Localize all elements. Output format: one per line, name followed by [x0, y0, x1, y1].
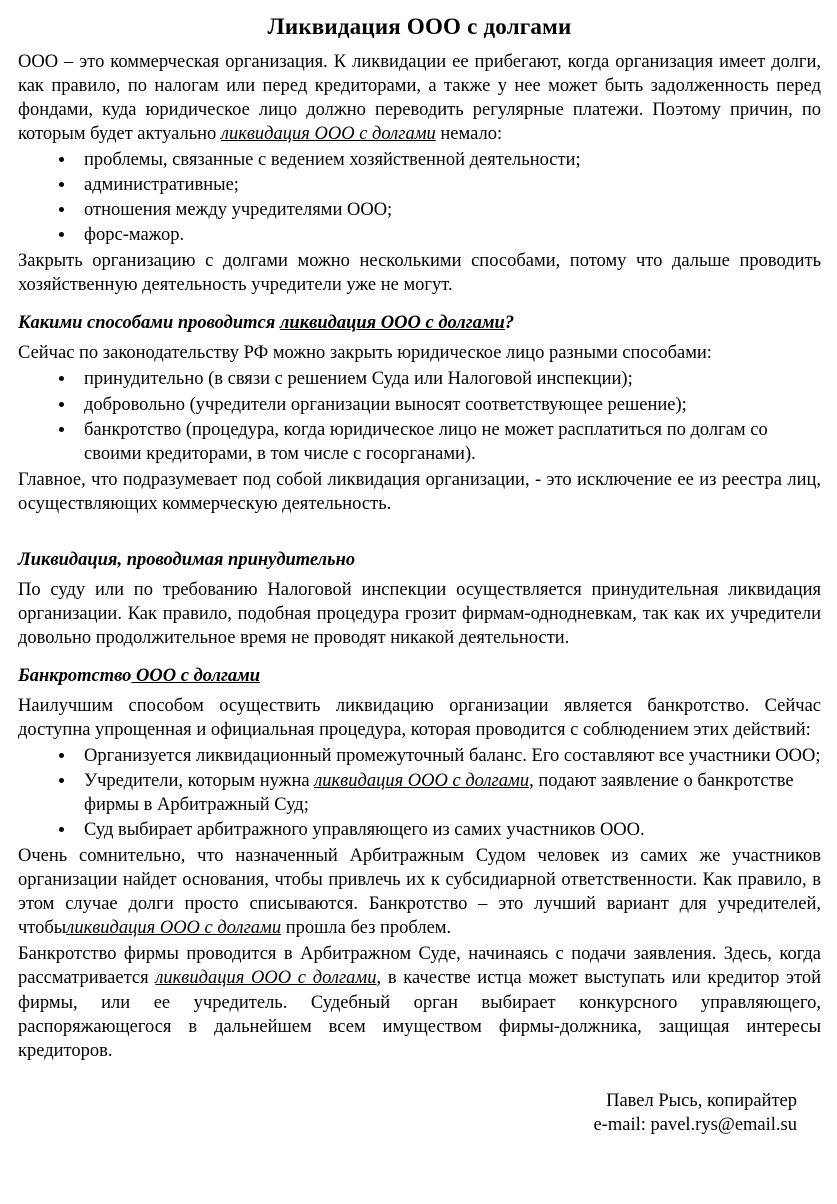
list-item: • Организуется ликвидационный промежуточный баланс. Его составляют все участники ООО; — [76, 744, 821, 768]
list-item: • принудительно (в связи с решением Суда или Налоговой инспекции); — [76, 367, 821, 391]
intro-bullet-list — [18, 148, 821, 247]
bankruptcy-paragraph-2 — [18, 942, 821, 1062]
section-heading-forced: Ликвидация, проводимая принудительно — [18, 549, 356, 570]
list-item: • добровольно (учредители организации выносят соответствующее решение); — [76, 393, 821, 417]
list-item-text-part2: , подают заявление о банкротстве фирмы в Арбитражный Суд; — [84, 771, 794, 816]
page-title: Ликвидация ООО с долгами — [267, 14, 572, 39]
after-intro-paragraph: Закрыть организацию с долгами можно несколькими способами, потому что дальше проводить хозяйственную деятельность учредители уже не могут. — [18, 251, 821, 296]
paragraph-text-part2: прошла без проблем. — [281, 918, 452, 939]
list-item: • административные; — [76, 173, 821, 197]
bankruptcy-bullet-list — [18, 744, 821, 842]
list-item: • форс-мажор. — [76, 223, 821, 247]
section-heading-methods — [18, 311, 821, 335]
methods-closing-paragraph: Главное, что подразумевает под собой ликвидация организации, - это исключение ее из реестра лиц, осуществляющих коммерческую деятельность. — [18, 469, 821, 514]
intro-text-part1: ООО – это коммерческая организация. К ликвидации ее прибегают, когда организация имеет долги, как правило, по налогам или перед кредиторами, а также у нее может быть задолженность перед фондами, куда юридическое лицо должно переводить регулярные платежи. Поэтому причин, по которым будет актуально — [18, 51, 821, 145]
bankruptcy-paragraph-1 — [18, 844, 821, 940]
section-heading-bankruptcy — [18, 664, 821, 688]
intro-text-part2: немало: — [435, 124, 503, 145]
keyword-link[interactable]: ликвидация ООО с долгами — [155, 968, 377, 989]
list-item: • отношения между учредителями ООО; — [76, 198, 821, 222]
keyword-link[interactable]: ликвидация ООО с долгами — [220, 124, 436, 145]
keyword-link[interactable]: ликвидация ООО с долгами — [314, 771, 530, 792]
signature-block — [18, 1089, 821, 1138]
list-item: • банкротство (процедура, когда юридическое лицо не может расплатиться по долгам со своими кредиторами, в том числе с госорганами). — [76, 418, 821, 466]
forced-body-paragraph: По суду или по требованию Налоговой инспекции осуществляется принудительная ликвидация организации. Как правило, подобная процедура грозит фирмам-однодневкам, так как их учредители довольно продолжительное время не проводят никакой деятельности. — [18, 579, 821, 648]
list-item: • Суд выбирает арбитражного управляющего из самих участников ООО. — [76, 818, 821, 842]
heading-text-part2: ? — [504, 313, 515, 334]
paragraph-text-part2: , в качестве истца может выступать или кредитор этой фирмы, или ее учредитель. Судебный орган выбирает конкурсного управляющего, распоряжающегося в дальнейшем всем имуществом фирмы-должника, защищая интересы кредиторов. — [18, 968, 821, 1061]
list-item — [76, 769, 821, 817]
heading-text-part1: Какими способами проводится — [18, 313, 280, 334]
methods-lead-paragraph: Сейчас по законодательству РФ можно закрыть юридическое лицо разными способами: — [18, 343, 712, 364]
author-name: Павел Рысь, копирайтер — [606, 1090, 797, 1111]
list-item-text-part1: Учредители, которым нужна — [84, 771, 315, 792]
paragraph-text-part1: Очень сомнительно, что назначенный Арбитражным Судом человек из самих же участников организации найдет основания, чтобы привлечь их к субсидиарной ответственности. Как правило, в этом случае долги просто списываются. Банкротство – это лучший вариант для учредителей, чтобы — [18, 846, 821, 939]
section-spacer — [18, 518, 821, 534]
intro-paragraph — [18, 50, 821, 146]
paragraph-text-part1: Банкротство фирмы проводится в Арбитражном Суде, начинаясь с подачи заявления. Здесь, когда рассматривается — [18, 944, 821, 989]
author-email[interactable]: e-mail: pavel.rys@email.su — [593, 1115, 797, 1136]
heading-keyword[interactable]: ликвидация ООО с долгами — [279, 313, 505, 334]
heading-underlined-part[interactable]: ООО с долгами — [131, 665, 261, 686]
list-item: • проблемы, связанные с ведением хозяйственной деятельности; — [76, 148, 821, 172]
keyword-link[interactable]: ликвидация ООО с долгами — [66, 918, 282, 939]
methods-bullet-list — [18, 367, 821, 465]
bankruptcy-lead-paragraph: Наилучшим способом осуществить ликвидацию организации является банкротство. Сейчас доступна упрощенная и официальная процедура, которая проводится с соблюдением этих действий: — [18, 695, 821, 741]
heading-text-part1: Банкротство — [18, 665, 132, 686]
